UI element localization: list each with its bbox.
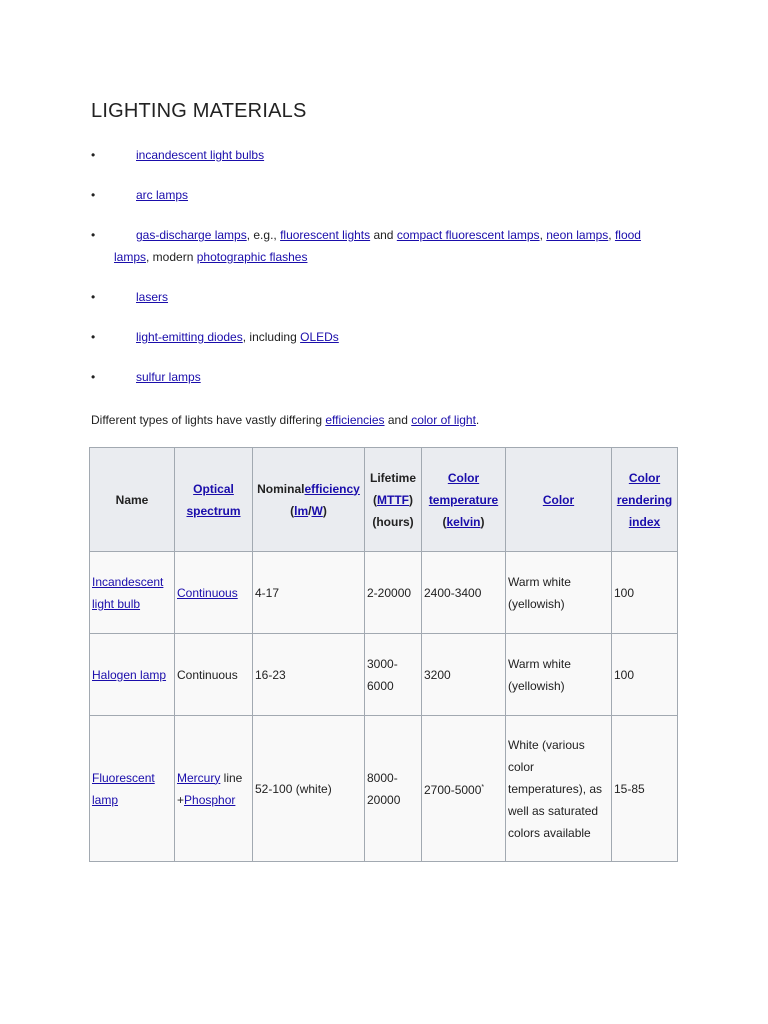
link-compact-fluorescent-lamps[interactable]: compact fluorescent lamps [396, 228, 540, 242]
list-text: , [608, 228, 615, 242]
cell-efficiency: 52-100 (white) [253, 716, 365, 862]
link-efficiency[interactable]: efficiency [304, 481, 360, 496]
cell-cri: 15-85 [612, 716, 678, 862]
cell-cri: 100 [612, 634, 678, 716]
bullet-dot: • [91, 370, 96, 384]
list-item [91, 366, 681, 388]
header-color [506, 448, 612, 552]
link-kelvin[interactable]: kelvin [446, 514, 481, 529]
header-text: ( [373, 492, 377, 507]
header-text: ) [409, 492, 413, 507]
link-color-rendering-index[interactable]: Color rendering index [616, 470, 673, 529]
link-w[interactable]: W [311, 503, 323, 518]
footnote-marker: * [481, 783, 485, 791]
cell-lifetime: 3000-6000 [365, 634, 422, 716]
cell-temperature: 3200 [422, 634, 506, 716]
link-phosphor[interactable]: Phosphor [184, 792, 236, 807]
header-color-temperature [422, 448, 506, 552]
page-title: LIGHTING MATERIALS [91, 100, 307, 122]
bullet-dot: • [91, 228, 96, 242]
header-spectrum [175, 448, 253, 552]
cell-cri: 100 [612, 552, 678, 634]
cell-efficiency: 4-17 [253, 552, 365, 634]
link-mttf[interactable]: MTTF [377, 492, 409, 507]
cell-temperature: 2400-3400 [422, 552, 506, 634]
table-header-row [90, 448, 678, 552]
list-text: , e.g., [246, 228, 281, 242]
link-mercury[interactable]: Mercury [177, 770, 221, 785]
cell-color: Warm white (yellowish) [506, 552, 612, 634]
cell-spectrum [175, 552, 253, 634]
bullet-dot: • [91, 330, 96, 344]
link-photographic-flashes[interactable]: photographic flashes [196, 250, 308, 264]
link-lasers[interactable]: lasers [136, 290, 169, 304]
link-color-temperature[interactable]: Color temperature [428, 470, 499, 507]
cell-color: Warm white (yellowish) [506, 634, 612, 716]
link-lm[interactable]: lm [294, 503, 309, 518]
link-gas-discharge-lamps[interactable]: gas-discharge lamps [136, 228, 247, 242]
link-halogen-lamp[interactable]: Halogen lamp [92, 667, 167, 682]
intro-text: Different types of lights have vastly differing [91, 413, 326, 427]
list-text: , [539, 228, 547, 242]
list-item [91, 144, 681, 166]
list-text: and [370, 228, 397, 242]
link-color-of-light[interactable]: color of light [411, 413, 476, 427]
bullet-dot: • [91, 188, 96, 202]
list-item [91, 184, 681, 206]
table-row [90, 634, 678, 716]
link-fluorescent-lights[interactable]: fluorescent lights [280, 228, 371, 242]
header-text: ( [442, 514, 447, 529]
link-efficiencies[interactable]: efficiencies [325, 413, 385, 427]
cell-spectrum [175, 716, 253, 862]
header-text: Lifetime [369, 470, 416, 485]
list-continuation [114, 246, 681, 268]
link-optical-spectrum[interactable]: Optical spectrum [186, 481, 241, 518]
cell-name [90, 634, 175, 716]
header-text: Nominal [257, 481, 305, 496]
link-oleds[interactable]: OLEDs [300, 330, 339, 344]
cell-efficiency: 16-23 [253, 634, 365, 716]
list-item [91, 326, 681, 348]
list-item [91, 224, 681, 268]
header-text: ) [480, 514, 485, 529]
link-light-emitting-diodes[interactable]: light-emitting diodes [136, 330, 243, 344]
link-fluorescent-lamp[interactable]: Fluorescent lamp [92, 770, 155, 807]
intro-text: . [475, 413, 480, 427]
cell-text: 2700-5000 [424, 782, 482, 797]
link-incandescent-light-bulbs[interactable]: incandescent light bulbs [136, 148, 265, 162]
cell-name [90, 552, 175, 634]
list-text: , including [242, 330, 301, 344]
link-sulfur-lamps[interactable]: sulfur lamps [136, 370, 201, 384]
bullet-dot: • [91, 148, 96, 162]
header-text: ) [322, 503, 327, 518]
link-arc-lamps[interactable]: arc lamps [136, 188, 189, 202]
cell-lifetime: 2-20000 [365, 552, 422, 634]
link-color[interactable]: Color [542, 492, 575, 507]
header-name: Name [90, 448, 175, 552]
link-neon-lamps[interactable]: neon lamps [546, 228, 609, 242]
table-row [90, 552, 678, 634]
lighting-list [91, 144, 681, 406]
cell-text: line + [177, 770, 243, 807]
list-text: , modern [146, 250, 197, 264]
header-lifetime [365, 448, 422, 552]
lights-table [89, 447, 678, 862]
header-text: (hours) [372, 514, 414, 529]
link-incandescent-light-bulb[interactable]: Incandescent light bulb [92, 574, 164, 611]
cell-temperature [422, 716, 506, 862]
cell-lifetime: 8000-20000 [365, 716, 422, 862]
link-flood-lamps[interactable]: flood [614, 228, 641, 242]
bullet-dot: • [91, 290, 96, 304]
link-continuous[interactable]: Continuous [177, 585, 238, 600]
link-flood-lamps-cont[interactable]: lamps [114, 250, 147, 264]
list-item [91, 286, 681, 308]
intro-text: and [384, 413, 412, 427]
header-cri [612, 448, 678, 552]
header-text: / [308, 503, 312, 518]
header-text: ( [290, 503, 295, 518]
table-row [90, 716, 678, 862]
header-efficiency [253, 448, 365, 552]
intro-paragraph [91, 413, 479, 427]
cell-color: White (various color temperatures), as well as saturated colors available [506, 716, 612, 862]
cell-spectrum: Continuous [175, 634, 253, 716]
cell-name [90, 716, 175, 862]
